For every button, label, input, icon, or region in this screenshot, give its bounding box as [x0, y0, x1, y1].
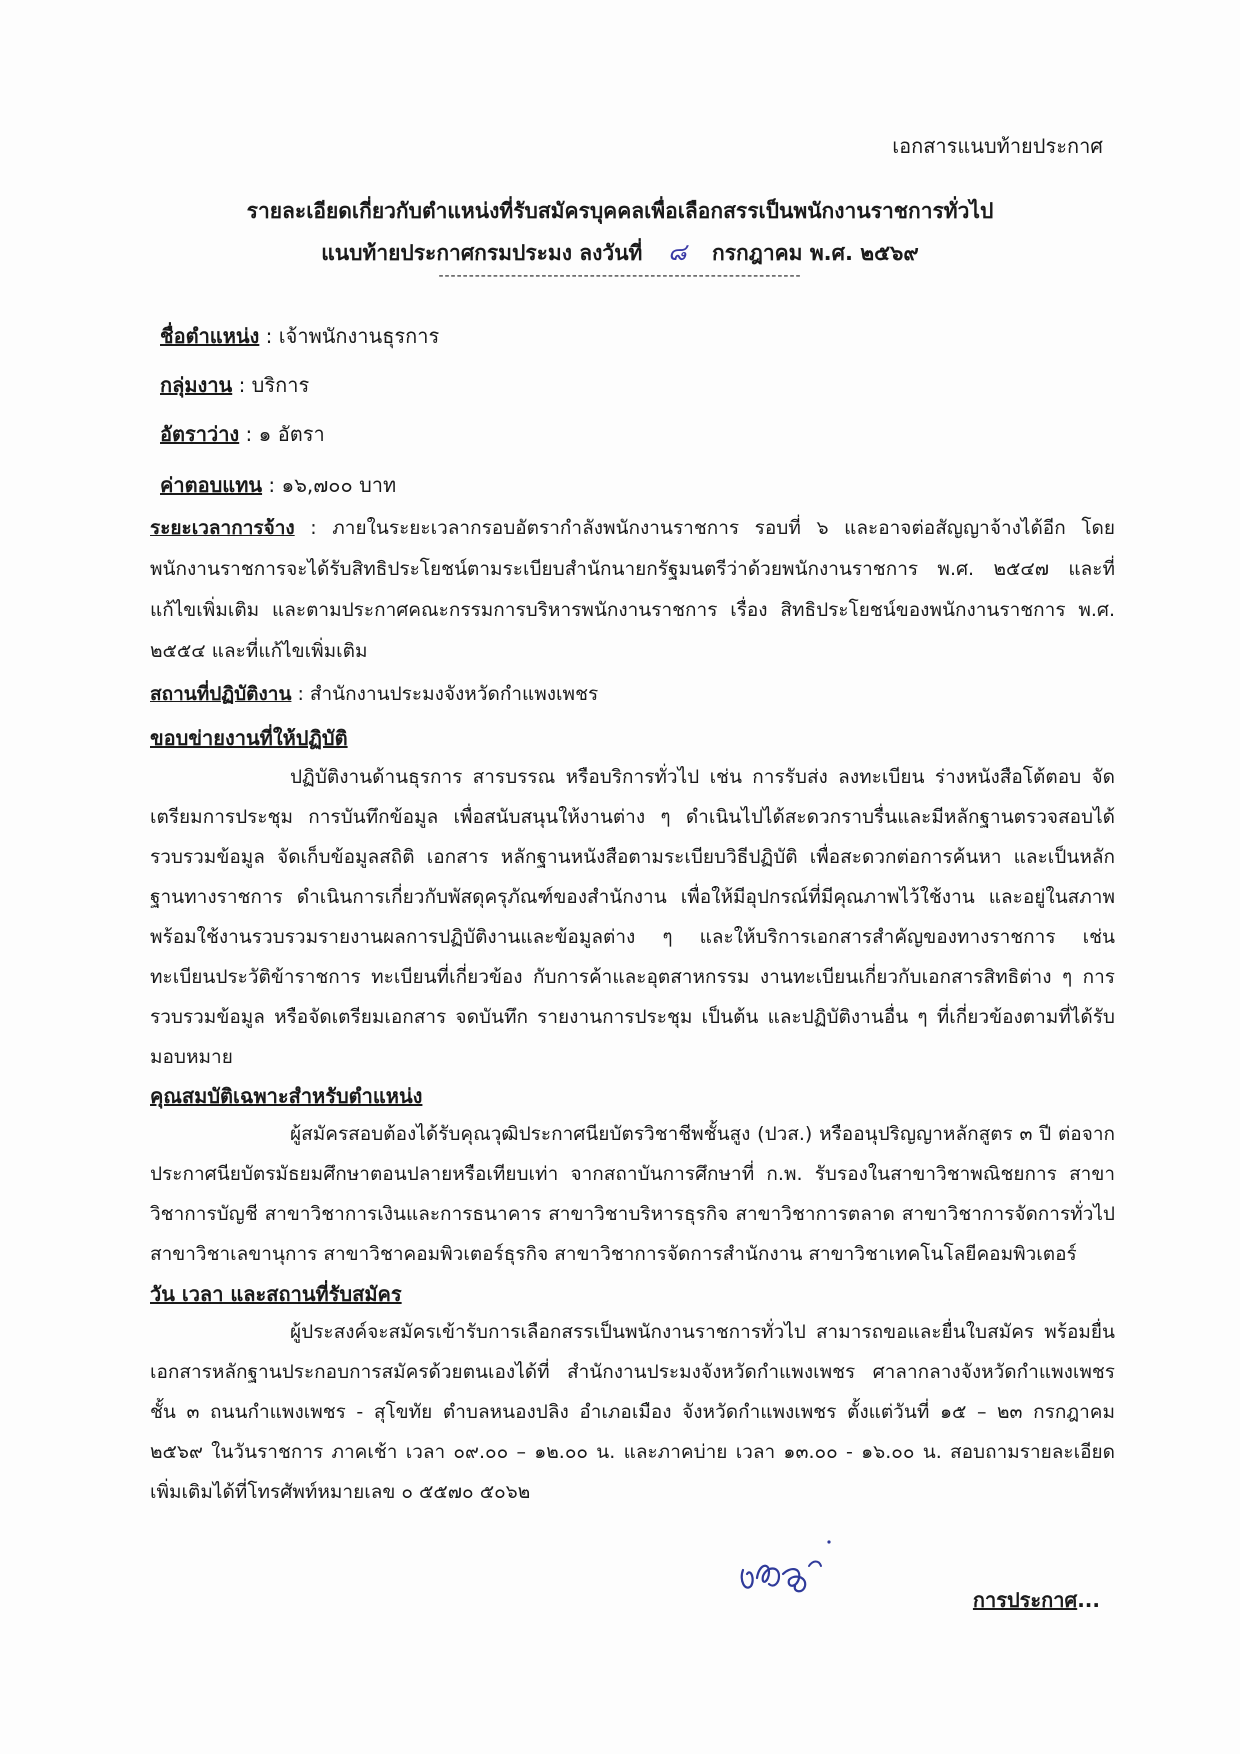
document-title: รายละเอียดเกี่ยวกับตำแหน่งที่รับสมัครบุคคลเพื่อเลือกสรรเป็นพนักงานราชการทั่วไป [246, 199, 994, 223]
position-separator: : [259, 324, 279, 348]
vacancy-field [160, 418, 325, 450]
application-paragraph: ผู้ประสงค์จะสมัครเข้ารับการเลือกสรรเป็นพนักงานราชการทั่วไป สามารถขอและยื่นใบสมัคร พร้อมยื่นเอกสารหลักฐานประกอบการสมัครด้วยตนเองได้ที่ สำนักงานประมงจังหวัดกำแพงเพชร ศาลากลางจังหวัดกำแพงเพชร ชั้น ๓ ถนนกำแพงเพชร - สุโขทัย ตำบลหนองปลิง อำเภอเมือง จังหวัดกำแพงเพชร ตั้งแต่วันที่ ๑๕ – ๒๓ กรกฎาคม ๒๕๖๙ ในวันราชการ ภาคเช้า เวลา ๐๙.๐๐ – ๑๒.๐๐ น. และภาคบ่าย เวลา ๑๓.๐๐ - ๑๖.๐๐ น. สอบถามรายละเอียดเพิ่มเติมได้ที่โทรศัพท์หมายเลข ๐ ๕๕๗๐ ๕๐๖๒ [150, 1321, 1115, 1503]
subtitle-suffix: กรกฎาคม พ.ศ. ๒๕๖๙ [712, 241, 919, 265]
scope-paragraph: ปฏิบัติงานด้านธุรการ สารบรรณ หรือบริการทั่วไป เช่น การรับส่ง ลงทะเบียน ร่างหนังสือโต้ตอบ จัดเตรียมการประชุม การบันทึกข้อมูล เพื่อสนับสนุนให้งานต่าง ๆ ดำเนินไปได้สะดวกราบรื่นและมีหลักฐานตรวจสอบได้ รวบรวมข้อมูล จัดเก็บข้อมูลสถิติ เอกสาร หลักฐานหนังสือตามระเบียบวิธีปฏิบัติ เพื่อสะดวกต่อการค้นหา และเป็นหลักฐานทางราชการ ดำเนินการเกี่ยวกับพัสดุครุภัณฑ์ของสำนักงาน เพื่อให้มีอุปกรณ์ที่มีคุณภาพไว้ใช้งาน และอยู่ในสภาพพร้อมใช้งานรวบรวมรายงานผลการปฏิบัติงานและข้อมูลต่าง ๆ และให้บริการเอกสารสำคัญของทางราชการ เช่น ทะเบียนประวัติข้าราชการ ทะเบียนที่เกี่ยวข้อง กับการค้าและอุตสาหกรรม งานทะเบียนเกี่ยวกับเอกสารสิทธิต่าง ๆ การรวบรวมข้อมูล หรือจัดเตรียมเอกสาร จดบันทึก รายงานการประชุม เป็นต้น และปฏิบัติงานอื่น ๆ ที่เกี่ยวข้องตามที่ได้รับมอบหมาย [150, 766, 1115, 1068]
group-value: บริการ [251, 373, 310, 397]
pay-label: ค่าตอบแทน [160, 473, 263, 497]
document-subtitle [0, 232, 1240, 271]
group-label: กลุ่มงาน [160, 373, 233, 397]
workplace [150, 674, 1115, 715]
qualifications-paragraph: ผู้สมัครสอบต้องได้รับคุณวุฒิประกาศนียบัตรวิชาชีพชั้นสูง (ปวส.) หรืออนุปริญญาหลักสูตร ๓ ปี ต่อจากประกาศนียบัตรมัธยมศึกษาตอนปลายหรือเทียบเท่า จากสถาบันการศึกษาที่ ก.พ. รับรองในสาขาวิชาพณิชยการ สาขาวิชาการบัญชี สาขาวิชาการเงินและการธนาคาร สาขาวิชาบริหารธุรกิจ สาขาวิชาการตลาด สาขาวิชาการจัดการทั่วไป สาขาวิชาเลขานุการ สาขาวิชาคอมพิวเตอร์ธุรกิจ สาขาวิชาการจัดการสำนักงาน สาขาวิชาเทคโนโลยีคอมพิวเตอร์ [150, 1123, 1115, 1265]
position-value: เจ้าพนักงานธุรการ [278, 324, 440, 348]
subtitle-prefix: แนบท้ายประกาศกรมประมง ลงวันที่ [321, 241, 643, 265]
workplace-text: : สำนักงานประมงจังหวัดกำแพงเพชร [291, 683, 599, 705]
scope-heading: ขอบข่ายงานที่ให้ปฏิบัติ [150, 726, 348, 750]
position-field [160, 320, 439, 352]
vacancy-separator: : [239, 422, 259, 446]
handwritten-day: ๘ [667, 238, 687, 266]
next-page-ellipsis: ... [1077, 1588, 1100, 1612]
group-separator: : [232, 373, 252, 397]
pay-field [160, 469, 396, 501]
attachment-label: เอกสารแนบท้ายประกาศ [892, 134, 1103, 158]
group-field [160, 369, 309, 401]
dashed-divider: ------------------------------------------------------------ [438, 268, 802, 284]
workplace-label: สถานที่ปฏิบัติงาน [150, 683, 292, 705]
next-page-marker [973, 1584, 1100, 1616]
next-page-label: การประกาศ [972, 1588, 1078, 1612]
employment-period [150, 508, 1115, 672]
vacancy-label: อัตราว่าง [160, 422, 240, 446]
qualifications-heading: คุณสมบัติเฉพาะสำหรับตำแหน่ง [150, 1084, 423, 1108]
pay-separator: : [262, 473, 282, 497]
employment-text: : ภายในระยะเวลากรอบอัตรากำลังพนักงานราชการ รอบที่ ๖ และอาจต่อสัญญาจ้างได้อีก โดยพนักงานราชการจะได้รับสิทธิประโยชน์ตามระเบียบสำนักนายกรัฐมนตรีว่าด้วยพนักงานราชการ พ.ศ. ๒๕๔๗ และที่แก้ไขเพิ่มเติม และตามประกาศคณะกรรมการบริหารพนักงานราชการ เรื่อง สิทธิประโยชน์ของพนักงานราชการ พ.ศ. ๒๕๕๔ และที่แก้ไขเพิ่มเติม [150, 517, 1115, 662]
employment-label: ระยะเวลาการจ้าง [150, 517, 295, 539]
vacancy-value: ๑ อัตรา [258, 422, 325, 446]
pay-value: ๑๖,๗๐๐ บาท [281, 473, 397, 497]
application-heading: วัน เวลา และสถานที่รับสมัคร [150, 1282, 402, 1306]
position-label: ชื่อตำแหน่ง [160, 324, 260, 348]
handwritten-initials-signature [735, 1530, 855, 1600]
